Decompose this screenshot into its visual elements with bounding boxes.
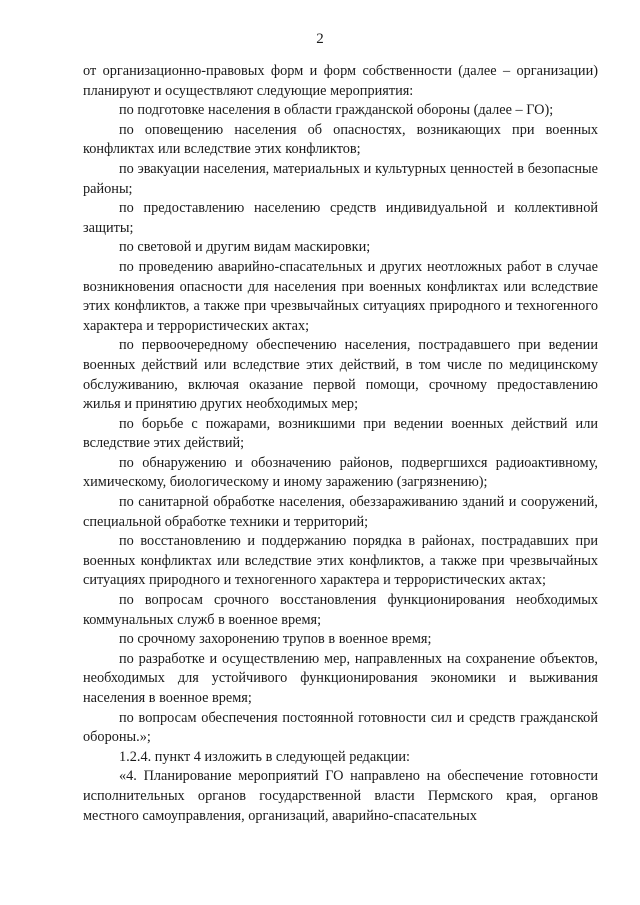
paragraph-order-maintenance: по восстановлению и поддержанию порядка в районах, пострадавших при военных конфликтах или вследствие этих конфликтов, а также при чрезвычайных ситуациях природного и техногенного характера и террористических актах;	[83, 533, 598, 589]
paragraph-continuation: от организационно-правовых форм и форм собственности (далее – организации) планируют и осуществляют следующие мероприятия:	[83, 63, 598, 99]
paragraph-evacuation: по эвакуации населения, материальных и культурных ценностей в безопасные районы;	[83, 160, 598, 197]
paragraph-economic-stability: по разработке и осуществлению мер, направленных на сохранение объектов, необходимых для устойчивого функционирования экономики и выживания населения в военное время;	[83, 650, 598, 706]
paragraph-protective-equipment: по предоставлению населению средств индивидуальной и коллективной защиты;	[83, 200, 598, 236]
paragraph-civil-defense-training: по подготовке населения в области гражданской обороны (далее – ГО);	[119, 102, 554, 119]
paragraph-burial: по срочному захоронению трупов в военное время;	[119, 631, 432, 648]
paragraph-utilities-restoration: по вопросам срочного восстановления функционирования необходимых коммунальных служб в военное время;	[83, 592, 598, 628]
paragraph-firefighting: по борьбе с пожарами, возникшими при ведении военных действий или вследствие этих действий;	[83, 415, 598, 452]
paragraph-priority-support: по первоочередному обеспечению населения, пострадавшего при ведении военных действий или вследствие этих действий, в том числе по медицинскому обслуживанию, включая оказание первой помощи, срочному предоставлению жилья и принятию других необходимых мер;	[83, 337, 598, 413]
paragraph-notification: по оповещению населения об опасностях, возникающих при военных конфликтах или вследствие этих конфликтов;	[83, 121, 598, 158]
paragraph-contamination-detection: по обнаружению и обозначению районов, подвергшихся радиоактивному, химическому, биологическому и иному заражению (загрязнению);	[83, 454, 598, 491]
paragraph-clause-4-planning: «4. Планирование мероприятий ГО направлено на обеспечение готовности исполнительных органов государственной власти Пермского края, органов местного самоуправления, организаций, аварийно-спасательных	[83, 768, 598, 824]
paragraph-forces-readiness: по вопросам обеспечения постоянной готовности сил и средств гражданской обороны.»;	[83, 709, 598, 746]
paragraph-camouflage: по световой и другим видам маскировки;	[119, 239, 371, 256]
page-number: 2	[316, 31, 324, 47]
paragraph-rescue-operations: по проведению аварийно-спасательных и других неотложных работ в случае возникновения опасности для населения при военных конфликтах или вследствие этих конфликтов, а также при чрезвычайных ситуациях природного и техногенного характера и террористических актах;	[83, 258, 598, 334]
paragraph-sanitary-treatment: по санитарной обработке населения, обеззараживанию зданий и сооружений, специальной обработке техники и территорий;	[83, 494, 598, 530]
document-body	[83, 62, 598, 826]
paragraph-clause-1-2-4: 1.2.4. пункт 4 изложить в следующей редакции:	[119, 748, 411, 765]
